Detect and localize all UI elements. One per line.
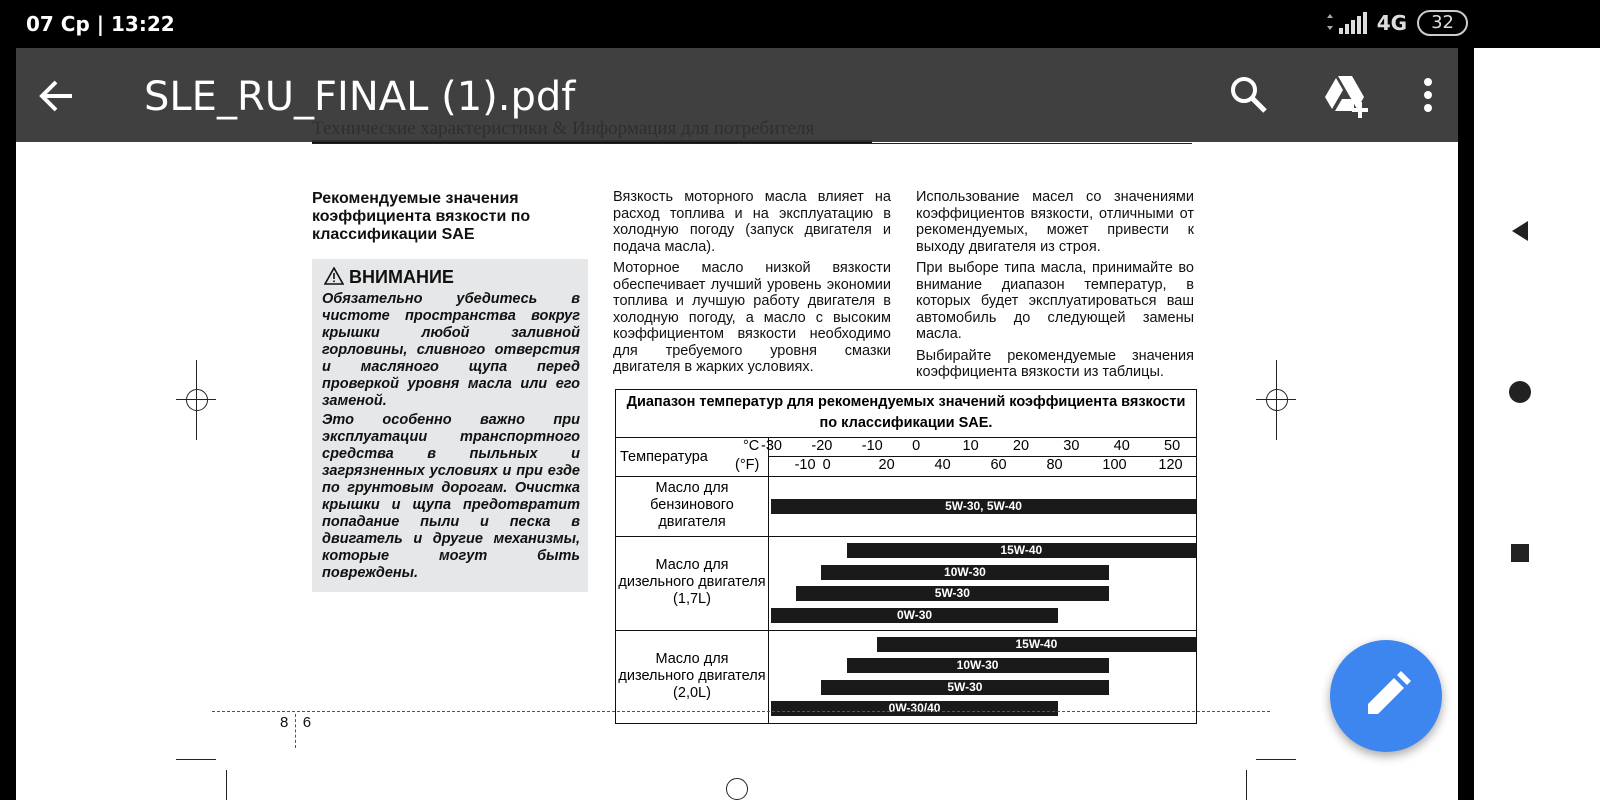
table-rule	[616, 630, 1196, 631]
fahrenheit-tick-label: 80	[1046, 457, 1063, 473]
celsius-tick-label: 40	[1113, 438, 1130, 454]
celsius-tick-label: -30	[761, 438, 782, 454]
celsius-unit: °C	[743, 438, 760, 454]
nav-home-icon[interactable]	[1508, 380, 1532, 404]
text-column-3	[916, 189, 1194, 386]
table-rule	[616, 476, 1196, 477]
oil-range-bar: 5W-30	[821, 680, 1108, 695]
crop-mark	[226, 770, 227, 800]
status-bar	[0, 0, 1600, 48]
paragraph: Выбирайте рекомендуемые значения коэффициента вязкости из таблицы.	[916, 347, 1194, 380]
registration-mark	[1266, 389, 1288, 411]
warning-paragraph: Обязательно убедитесь в чистоте пространства вокруг крышки любой заливной горловины, сливного отверстия и масляного щупа перед проверкой уровня масла или его заменой.	[322, 291, 580, 409]
pdf-page[interactable]	[16, 48, 1458, 800]
celsius-tick-label: -10	[861, 438, 883, 454]
oil-group-label: Масло для бензинового двигателя	[650, 480, 734, 530]
oil-range-bar: 5W-30, 5W-40	[771, 499, 1196, 514]
signal-icon	[1325, 12, 1367, 34]
celsius-tick-label: 50	[1164, 438, 1181, 454]
text-column-2	[613, 189, 891, 381]
crop-mark	[1256, 759, 1296, 760]
more-vert-icon[interactable]	[1418, 74, 1438, 116]
edit-pencil-icon	[1330, 640, 1442, 752]
fahrenheit-tick-label: -10	[794, 457, 816, 473]
table-rule	[768, 437, 769, 723]
fahrenheit-tick-label: 0	[822, 457, 831, 473]
table-title: Диапазон температур для рекомендуемых значений коэффициента вязкости по классификации SAE.	[626, 394, 1186, 431]
warning-heading	[324, 267, 454, 288]
arrow-back-icon[interactable]	[36, 76, 76, 116]
celsius-tick-label: -20	[811, 438, 833, 454]
search-icon[interactable]	[1228, 74, 1270, 116]
celsius-tick-label: 10	[962, 438, 979, 454]
document-title: SLE_RU_FINAL (1).pdf	[144, 74, 576, 120]
fahrenheit-tick-label: 100	[1102, 457, 1127, 473]
page-trim-line	[212, 711, 1270, 713]
celsius-tick-label: 20	[1012, 438, 1030, 454]
status-indicators	[1325, 10, 1468, 36]
viscosity-table	[615, 389, 1197, 724]
page-number	[280, 714, 311, 748]
paragraph: Вязкость моторного масла влияет на расход топлива и на эксплуатацию в холодную погоду (запуск двигателя и подача масла).	[613, 189, 891, 255]
paragraph: Использование масел со значениями коэффициентов вязкости, отличными от рекомендуемых, может привести к выходу двигателя из строя.	[916, 189, 1194, 255]
oil-range-bar: 15W-40	[847, 543, 1196, 558]
oil-range-bar: 15W-40	[877, 637, 1196, 652]
section-title: Рекомендуемые значения коэффициента вязкости по классификации SAE	[312, 190, 531, 243]
page-divider	[295, 714, 297, 748]
oil-range-bar: 0W-30/40	[771, 701, 1058, 716]
system-navigation-bar	[1474, 48, 1600, 800]
fahrenheit-tick-label: 60	[990, 457, 1007, 473]
registration-mark	[186, 389, 208, 411]
crop-mark	[1246, 770, 1247, 800]
oil-range-bar: 5W-30	[796, 586, 1108, 601]
nav-recents-icon[interactable]	[1511, 544, 1529, 562]
status-time: 07 Ср | 13:22	[26, 12, 175, 36]
battery-indicator: 32	[1417, 10, 1468, 36]
warning-title: ВНИМАНИЕ	[349, 267, 454, 287]
table-rule	[769, 456, 1196, 457]
paragraph: Моторное масло низкой вязкости обеспечивает лучший уровень экономии топлива и лучшую работу двигателя в холодную погоду, а масло с высоким коэффициентом вязкости необходимо для требуемого уровня смазки двигателя в жарких условиях.	[613, 260, 891, 375]
oil-range-bar: 10W-30	[847, 658, 1109, 673]
table-rule	[616, 437, 1196, 438]
page-number-right: 6	[302, 714, 312, 731]
fahrenheit-unit: (°F)	[735, 457, 760, 473]
header-rule	[312, 143, 1192, 144]
warning-box	[312, 259, 588, 592]
crop-mark	[176, 759, 216, 760]
fahrenheit-tick-label: 120	[1158, 457, 1183, 473]
nav-back-icon[interactable]	[1510, 220, 1530, 242]
fahrenheit-tick-label: 40	[934, 457, 951, 473]
celsius-tick-label: 0	[912, 438, 921, 454]
temperature-label: Температура	[620, 449, 708, 465]
celsius-tick-label: 30	[1063, 438, 1080, 454]
oil-group-label: Масло для дизельного двигателя (1,7L)	[618, 557, 766, 607]
warning-paragraph: Это особенно важно при эксплуатации транспортного средства в пыльных и загрязненных условиях и при езде по грунтовым дорогам. Очистка крышки и щупа предотвратит попадание пыли и песка в двигатель и другие механизмы, которые могут быть повреждены.	[322, 412, 580, 581]
paragraph: При выборе типа масла, принимайте во внимание диапазон температур, в которых будет эксплуатироваться ваш автомобиль до следующей замены масла.	[916, 260, 1194, 342]
registration-mark	[726, 778, 748, 800]
fahrenheit-tick-label: 20	[878, 457, 895, 473]
app-bar	[16, 48, 1458, 142]
network-type: 4G	[1376, 11, 1408, 35]
table-rule	[616, 536, 1196, 537]
page-number-left: 8	[280, 714, 289, 731]
oil-group-label: Масло для дизельного двигателя (2,0L)	[618, 650, 766, 701]
warning-text	[322, 291, 580, 584]
oil-range-bar: 0W-30	[771, 608, 1058, 623]
edit-fab-button[interactable]	[1330, 640, 1442, 752]
warning-triangle-icon	[324, 267, 344, 285]
add-to-drive-icon[interactable]	[1322, 74, 1370, 118]
oil-range-bar: 10W-30	[821, 565, 1108, 580]
